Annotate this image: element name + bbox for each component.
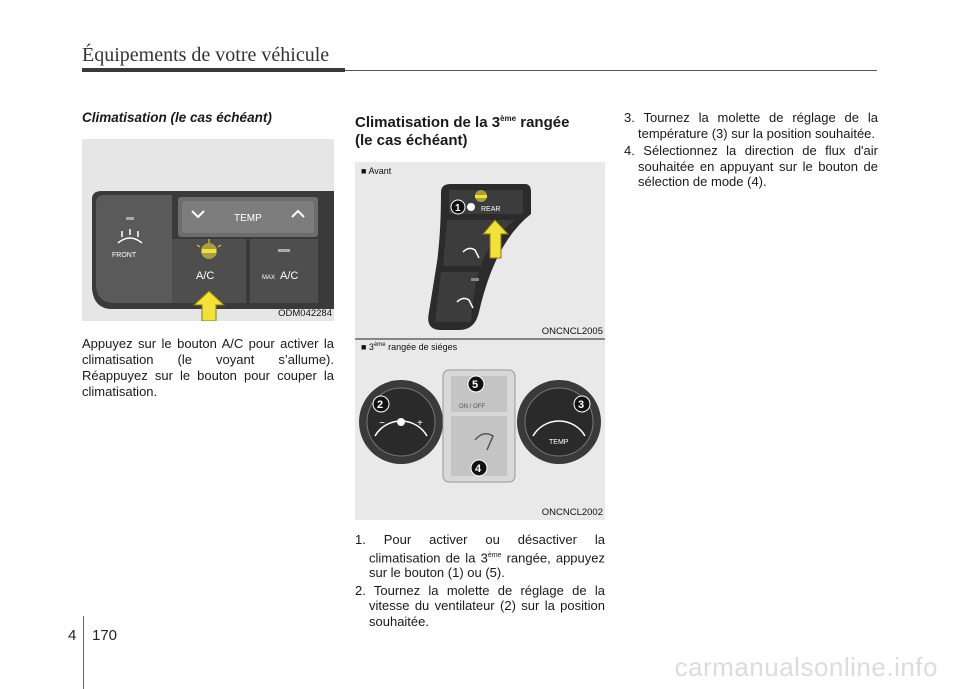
- item-number: 4.: [624, 143, 635, 158]
- item-text: Tournez la molette de réglage de la température (3) sur la position souhaitée.: [638, 110, 878, 141]
- item-text: Pour activer ou désactiver la climatisation de la 3: [369, 532, 605, 565]
- steps-list-2: [624, 110, 878, 190]
- chapter-number: 4: [68, 627, 77, 644]
- list-item: [624, 110, 878, 141]
- marker-5: 5: [472, 379, 479, 391]
- item-number: 3.: [624, 110, 635, 125]
- marker-2: 2: [377, 399, 384, 411]
- header-rule: [345, 70, 877, 71]
- figure-code-oncncl2002: ONCNCL2002: [541, 507, 603, 518]
- figure-label-avant: ■ Avant: [361, 166, 392, 176]
- svg-text:+: +: [417, 418, 423, 429]
- list-item: [355, 583, 605, 630]
- page-header-title: Équipements de votre véhicule: [82, 44, 330, 66]
- marker-4: 4: [475, 463, 482, 475]
- column-3: [624, 110, 878, 192]
- onoff-text: ON / OFF: [459, 404, 485, 410]
- list-item: [624, 143, 878, 190]
- figure-ac-panel: [82, 139, 334, 321]
- max-ac-label: A/C: [280, 270, 299, 282]
- label-sup: ème: [373, 342, 386, 348]
- item-number: 2.: [355, 582, 366, 598]
- section-heading-third-row: [355, 110, 605, 150]
- list-item: [355, 532, 605, 581]
- watermark: carmanualsonline.info: [674, 652, 938, 682]
- marker-3: 3: [578, 399, 585, 411]
- max-label: MAX: [262, 275, 276, 281]
- header-bar: [82, 68, 345, 72]
- section-heading-climatisation: Climatisation (le cas échéant): [82, 110, 272, 125]
- rear-text: REAR: [481, 206, 501, 213]
- heading-text-part1: Climatisation de la 3: [355, 114, 501, 131]
- temp-label: TEMP: [234, 213, 262, 224]
- column-1: [82, 110, 334, 400]
- item-text: Tournez la molette de réglage de la vitesse du ventilateur (2) sur la position souhaitée.: [369, 582, 605, 629]
- label-suffix: rangée de siéges: [385, 342, 458, 352]
- figure-code-oncncl2005: ONCNCL2005: [541, 326, 603, 337]
- figure-front-rear-button: [355, 162, 605, 340]
- ac-panel-illustration: [82, 139, 334, 321]
- paragraph-ac-instructions: Appuyez sur le bouton A/C pour activer la climatisation (le voyant s’allume). Réappuyez sur le bouton pour couper la climatisation.: [82, 336, 334, 399]
- rear-controls-illustration: [355, 340, 605, 520]
- svg-text:−: −: [379, 418, 385, 429]
- marker-1: 1: [455, 203, 461, 214]
- item-sup: ème: [487, 551, 502, 559]
- item-text-b: rangée, appuyez sur le bouton (1) ou (5).: [369, 549, 605, 581]
- steps-list-1: [355, 532, 605, 629]
- item-text: Sélectionnez la direction de flux d'air souhaitée en appuyant sur le bouton de sélection de mode (4).: [638, 143, 878, 189]
- knob-temp-text: TEMP: [549, 439, 569, 446]
- item-number: 1.: [355, 532, 366, 547]
- heading-text-line2: (le cas échéant): [355, 132, 468, 149]
- column-2: [355, 110, 605, 631]
- heading-text-part2: rangée: [516, 114, 570, 131]
- heading-sup: ème: [500, 114, 517, 123]
- ac-label: A/C: [196, 270, 215, 282]
- front-panel-illustration: [355, 162, 605, 340]
- front-label: FRONT: [112, 252, 137, 259]
- footer-divider: [83, 616, 84, 689]
- figure-third-row-controls: [355, 340, 605, 520]
- figure-code-odm042284: ODM042284: [278, 308, 332, 319]
- page-number: 170: [92, 627, 118, 644]
- label-prefix: ■ 3: [361, 342, 374, 352]
- figure-label-third-row: [361, 342, 457, 352]
